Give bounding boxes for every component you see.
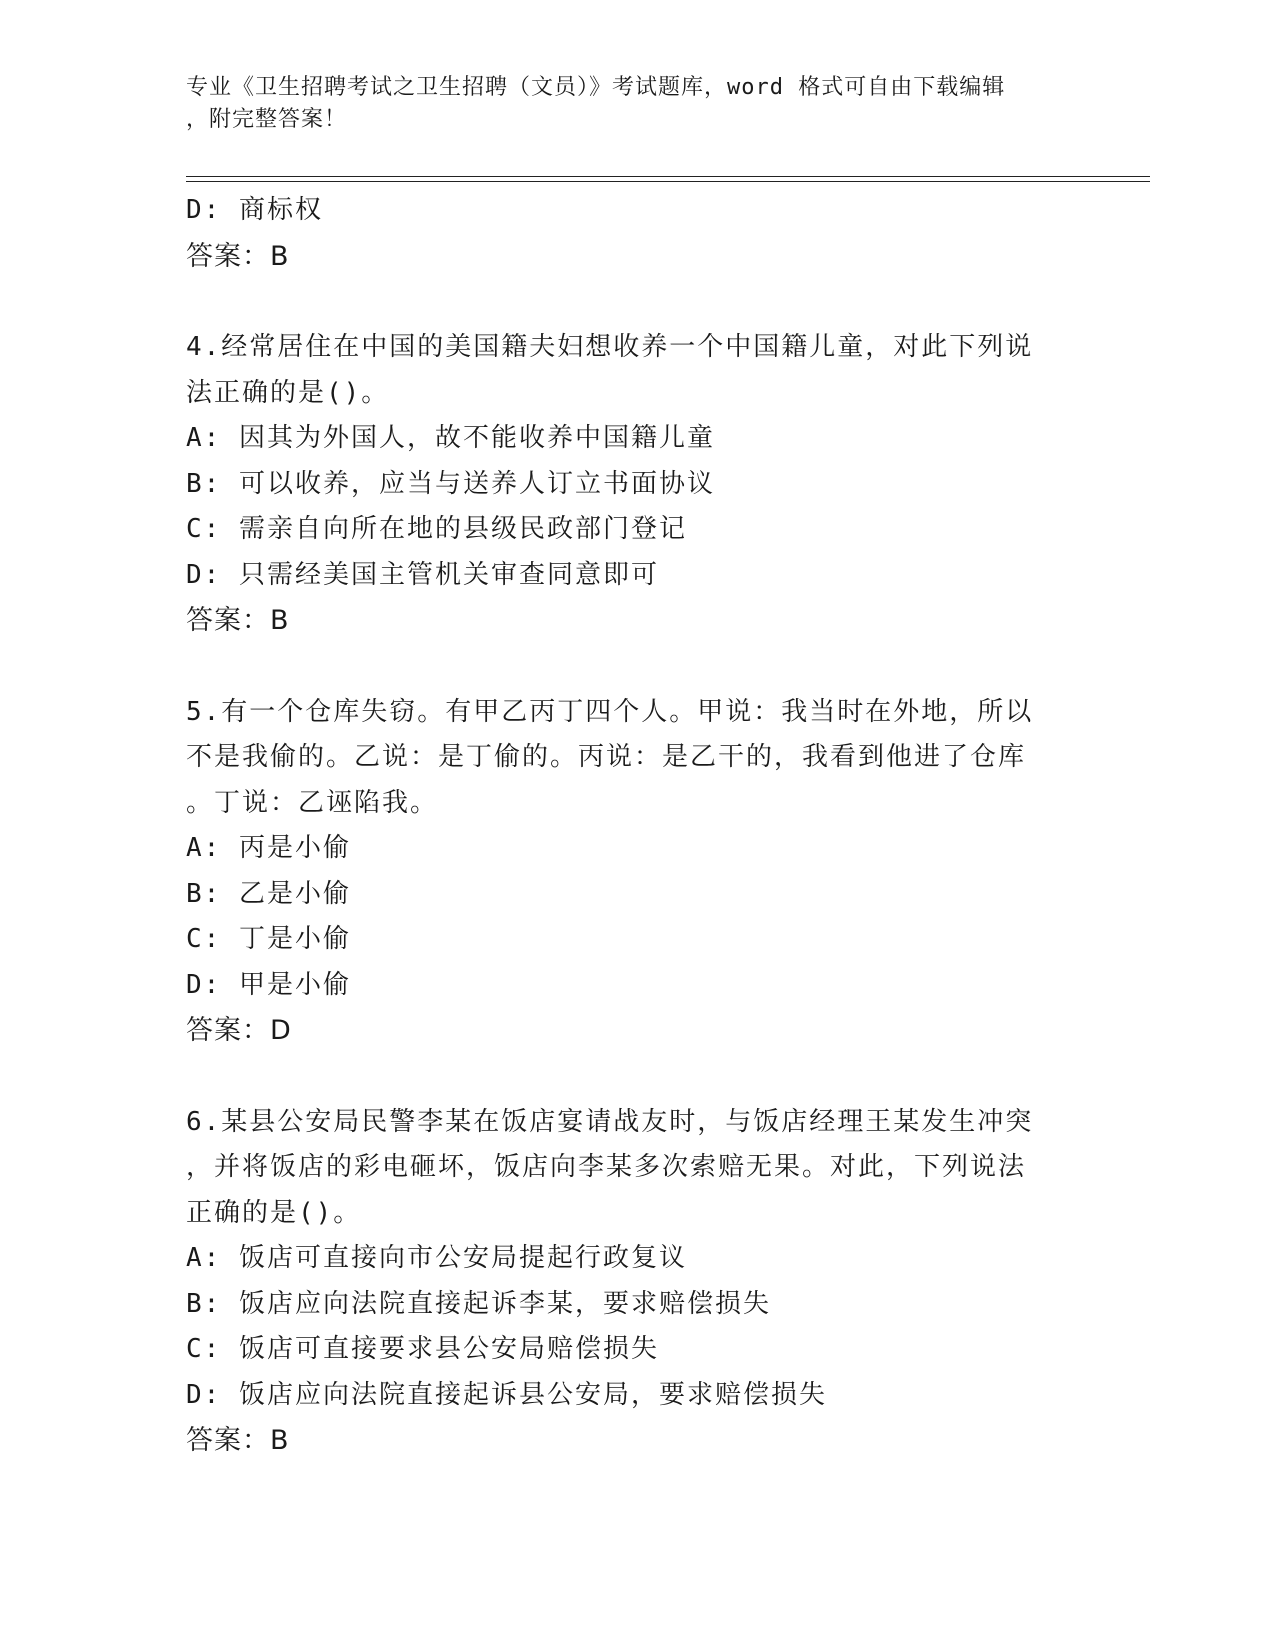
question-6-text-line-1: 6.某县公安局民警李某在饭店宴请战友时，与饭店经理王某发生冲突 <box>186 1106 1034 1137</box>
question-6-option-a: A: 饭店可直接向市公安局提起行政复议 <box>186 1243 687 1273</box>
question-6-option-b: B: 饭店应向法院直接起诉李某，要求赔偿损失 <box>186 1288 771 1319</box>
question-4-option-a: A: 因其为外国人，故不能收养中国籍儿童 <box>186 423 715 453</box>
question-5 <box>186 690 1066 1054</box>
question-4-option-c: C: 需亲自向所在地的县级民政部门登记 <box>186 514 687 544</box>
question-6-option-d: D: 饭店应向法院直接起诉县公安局，要求赔偿损失 <box>186 1379 827 1410</box>
question-4-text-line-2: 法正确的是()。 <box>186 377 390 408</box>
question-6-text-line-3: 正确的是()。 <box>186 1197 362 1228</box>
question-5-option-a: A: 丙是小偷 <box>186 833 351 863</box>
prev-answer: 答案：B <box>186 240 290 272</box>
question-6-option-c: C: 饭店可直接要求县公安局赔偿损失 <box>186 1334 659 1364</box>
question-4-text-line-1: 4.经常居住在中国的美国籍夫妇想收养一个中国籍儿童，对此下列说 <box>186 332 1034 362</box>
header-divider-bottom <box>186 181 1150 182</box>
question-4-option-b: B: 可以收养，应当与送养人订立书面协议 <box>186 468 715 499</box>
question-5-text-line-3: 。丁说：乙诬陷我。 <box>186 787 439 818</box>
question-5-option-d: D: 甲是小偷 <box>186 969 351 1000</box>
question-4-answer: 答案：B <box>186 605 290 636</box>
question-6 <box>186 1100 1066 1464</box>
question-5-answer: 答案：D <box>186 1015 292 1046</box>
header-line-2: ，附完整答案！ <box>186 107 348 132</box>
question-list <box>186 188 1066 1464</box>
prev-option-d: D: 商标权 <box>186 195 323 225</box>
header-divider-top <box>186 176 1150 177</box>
question-6-answer: 答案：B <box>186 1425 290 1456</box>
question-4 <box>186 325 1066 644</box>
question-5-option-c: C: 丁是小偷 <box>186 924 351 954</box>
question-4-option-d: D: 只需经美国主管机关审查同意即可 <box>186 559 659 590</box>
document-header <box>186 72 1066 136</box>
question-5-option-b: B: 乙是小偷 <box>186 878 351 909</box>
header-line-1: 专业《卫生招聘考试之卫生招聘（文员）》考试题库，word 格式可自由下载编辑 <box>186 75 1006 100</box>
question-5-text-line-2: 不是我偷的。乙说：是丁偷的。丙说：是乙干的，我看到他进了仓库 <box>186 742 1027 772</box>
question-6-text-line-2: ，并将饭店的彩电砸坏，饭店向李某多次索赔无果。对此，下列说法 <box>186 1152 1027 1182</box>
question-5-text-line-1: 5.有一个仓库失窃。有甲乙丙丁四个人。甲说：我当时在外地，所以 <box>186 696 1034 727</box>
